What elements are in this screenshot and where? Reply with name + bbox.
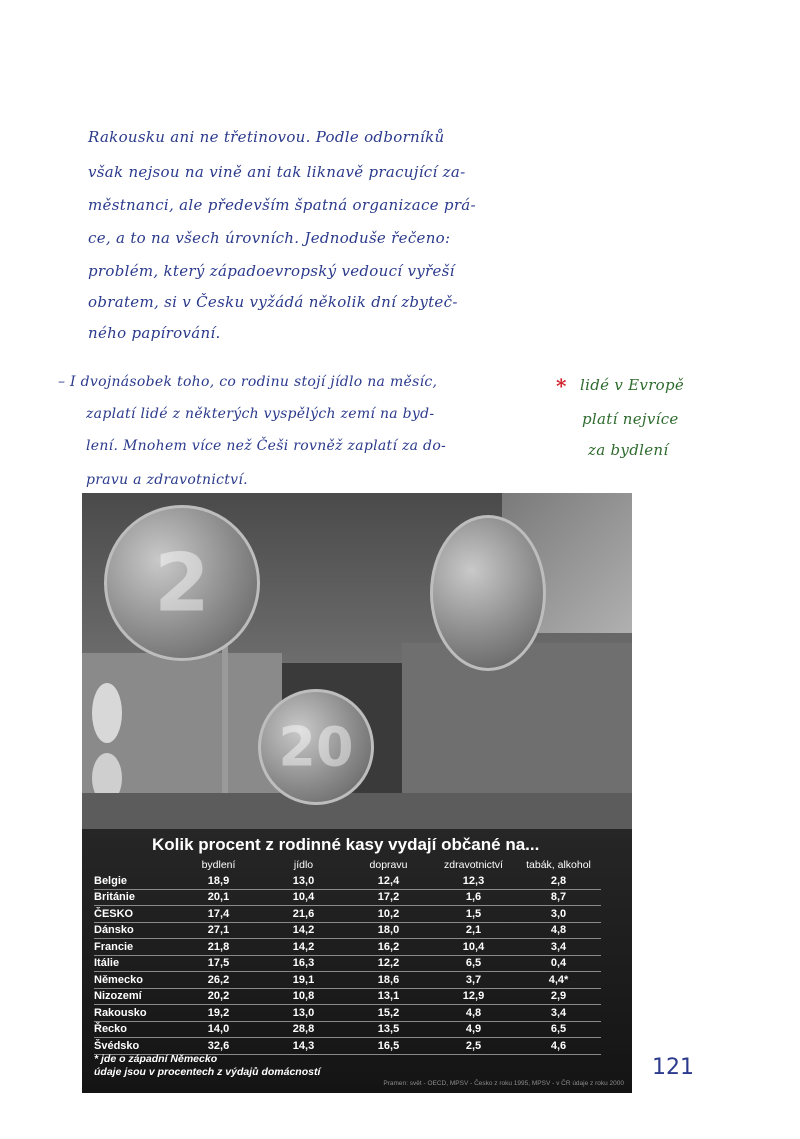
table-row	[94, 889, 601, 906]
header-zdravotnictvi: zdravotnictví	[444, 859, 503, 871]
country-cell: Belgie	[94, 873, 176, 889]
footnote-units: údaje jsou v procentech z výdajů domácností	[94, 1066, 321, 1078]
value-cell: 14,2	[261, 939, 346, 956]
hand-line-7: ného papírování.	[88, 324, 221, 342]
value-cell: 3,4	[516, 1005, 601, 1022]
value-cell: 21,6	[261, 906, 346, 923]
value-cell: 4,8	[516, 922, 601, 939]
value-cell: 13,0	[261, 873, 346, 889]
value-cell: 12,3	[431, 873, 516, 889]
country-cell: ČESKO	[94, 906, 176, 923]
table-row	[94, 922, 601, 939]
hand-line-1: Rakousku ani ne třetinovou. Podle odborníků	[88, 128, 445, 146]
value-cell: 10,4	[431, 939, 516, 956]
table-row	[94, 1005, 601, 1022]
value-cell: 10,2	[346, 906, 431, 923]
table-row	[94, 955, 601, 972]
value-cell: 13,0	[261, 1005, 346, 1022]
table-row	[94, 972, 601, 989]
coin-20-cent: 20	[258, 689, 374, 805]
value-cell: 10,4	[261, 889, 346, 906]
value-cell: 6,5	[516, 1021, 601, 1038]
country-cell: Německo	[94, 972, 176, 989]
hand-line-3: městnanci, ale především špatná organizace prá-	[88, 196, 476, 214]
hand-line-11: pravu a zdravotnictví.	[86, 472, 248, 488]
header-country	[94, 859, 176, 873]
footnote-germany: * jde o západní Německo	[94, 1053, 218, 1065]
value-cell: 0,4	[516, 955, 601, 972]
value-cell: 4,4*	[516, 972, 601, 989]
value-cell: 12,2	[346, 955, 431, 972]
value-cell: 18,6	[346, 972, 431, 989]
table-row	[94, 1038, 601, 1055]
hand-line-5: problém, který západoevropský vedoucí vyřeší	[88, 262, 455, 280]
hand-line-10: lení. Mnohem více než Češi rovněž zaplatí za do-	[86, 438, 447, 454]
value-cell: 26,2	[176, 972, 261, 989]
table-panel	[82, 829, 632, 1093]
header-jidlo: jídlo	[293, 859, 314, 871]
value-cell: 20,2	[176, 988, 261, 1005]
country-cell: Francie	[94, 939, 176, 956]
infographic-photo	[82, 493, 632, 1093]
hand-line-6: obratem, si v Česku vyžádá několik dní zbyteč-	[88, 293, 458, 311]
value-cell: 17,2	[346, 889, 431, 906]
value-cell: 1,6	[431, 889, 516, 906]
value-cell: 13,1	[346, 988, 431, 1005]
value-cell: 21,8	[176, 939, 261, 956]
hand-line-4: ce, a to na všech úrovních. Jednoduše řečeno:	[88, 229, 451, 247]
value-cell: 4,6	[516, 1038, 601, 1055]
value-cell: 3,7	[431, 972, 516, 989]
side-note-line-2: platí nejvíce	[582, 410, 679, 428]
value-cell: 4,9	[431, 1021, 516, 1038]
hand-line-9: zaplatí lidé z některých vyspělých zemí na byd-	[86, 406, 435, 422]
photo-window-1	[92, 683, 122, 743]
value-cell: 6,5	[431, 955, 516, 972]
country-cell: Řecko	[94, 1021, 176, 1038]
hand-line-2: však nejsou na vině ani tak liknavě pracující za-	[88, 163, 466, 181]
value-cell: 2,9	[516, 988, 601, 1005]
table-row	[94, 939, 601, 956]
value-cell: 16,3	[261, 955, 346, 972]
value-cell: 12,4	[346, 873, 431, 889]
header-bydleni: bydlení	[201, 859, 236, 871]
value-cell: 14,0	[176, 1021, 261, 1038]
side-note-line-1: lidé v Evropě	[580, 376, 685, 394]
value-cell: 2,1	[431, 922, 516, 939]
value-cell: 18,0	[346, 922, 431, 939]
value-cell: 17,4	[176, 906, 261, 923]
country-cell: Švédsko	[94, 1038, 176, 1055]
value-cell: 4,8	[431, 1005, 516, 1022]
infographic-title: Kolik procent z rodinné kasy vydají občané na...	[152, 835, 540, 854]
value-cell: 32,6	[176, 1038, 261, 1055]
value-cell: 16,2	[346, 939, 431, 956]
spending-table	[94, 859, 601, 1055]
country-cell: Británie	[94, 889, 176, 906]
header-tabak: tabák, alkohol	[526, 859, 591, 871]
value-cell: 3,0	[516, 906, 601, 923]
table-footnotes	[94, 1053, 320, 1079]
country-cell: Nizozemí	[94, 988, 176, 1005]
value-cell: 13,5	[346, 1021, 431, 1038]
value-cell: 12,9	[431, 988, 516, 1005]
country-cell: Dánsko	[94, 922, 176, 939]
value-cell: 19,1	[261, 972, 346, 989]
value-cell: 2,5	[431, 1038, 516, 1055]
country-cell: Itálie	[94, 955, 176, 972]
table-header-row	[94, 859, 601, 873]
value-cell: 1,5	[431, 906, 516, 923]
value-cell: 18,9	[176, 873, 261, 889]
value-cell: 19,2	[176, 1005, 261, 1022]
country-cell: Rakousko	[94, 1005, 176, 1022]
value-cell: 2,8	[516, 873, 601, 889]
value-cell: 14,2	[261, 922, 346, 939]
side-note-line-3: za bydlení	[588, 441, 669, 459]
value-cell: 27,1	[176, 922, 261, 939]
coin-2-euro: 2	[104, 505, 260, 661]
value-cell: 16,5	[346, 1038, 431, 1055]
value-cell: 3,4	[516, 939, 601, 956]
table-row	[94, 988, 601, 1005]
hand-line-8: – I dvojnásobek toho, co rodinu stojí jídlo na měsíc,	[58, 374, 438, 390]
table-row	[94, 906, 601, 923]
value-cell: 20,1	[176, 889, 261, 906]
value-cell: 15,2	[346, 1005, 431, 1022]
value-cell: 14,3	[261, 1038, 346, 1055]
photo-ground	[82, 793, 632, 833]
page-number: 121	[652, 1055, 694, 1080]
header-doprava: dopravu	[369, 859, 408, 871]
coin-euro-back	[430, 515, 546, 671]
value-cell: 8,7	[516, 889, 601, 906]
table-row	[94, 1021, 601, 1038]
value-cell: 10,8	[261, 988, 346, 1005]
star-mark: *	[556, 374, 567, 398]
value-cell: 17,5	[176, 955, 261, 972]
table-row	[94, 873, 601, 889]
source-note: Pramen: svět - OECD, MPSV - Česko z roku 1995, MPSV - v ČR údaje z roku 2000	[383, 1080, 624, 1087]
value-cell: 28,8	[261, 1021, 346, 1038]
